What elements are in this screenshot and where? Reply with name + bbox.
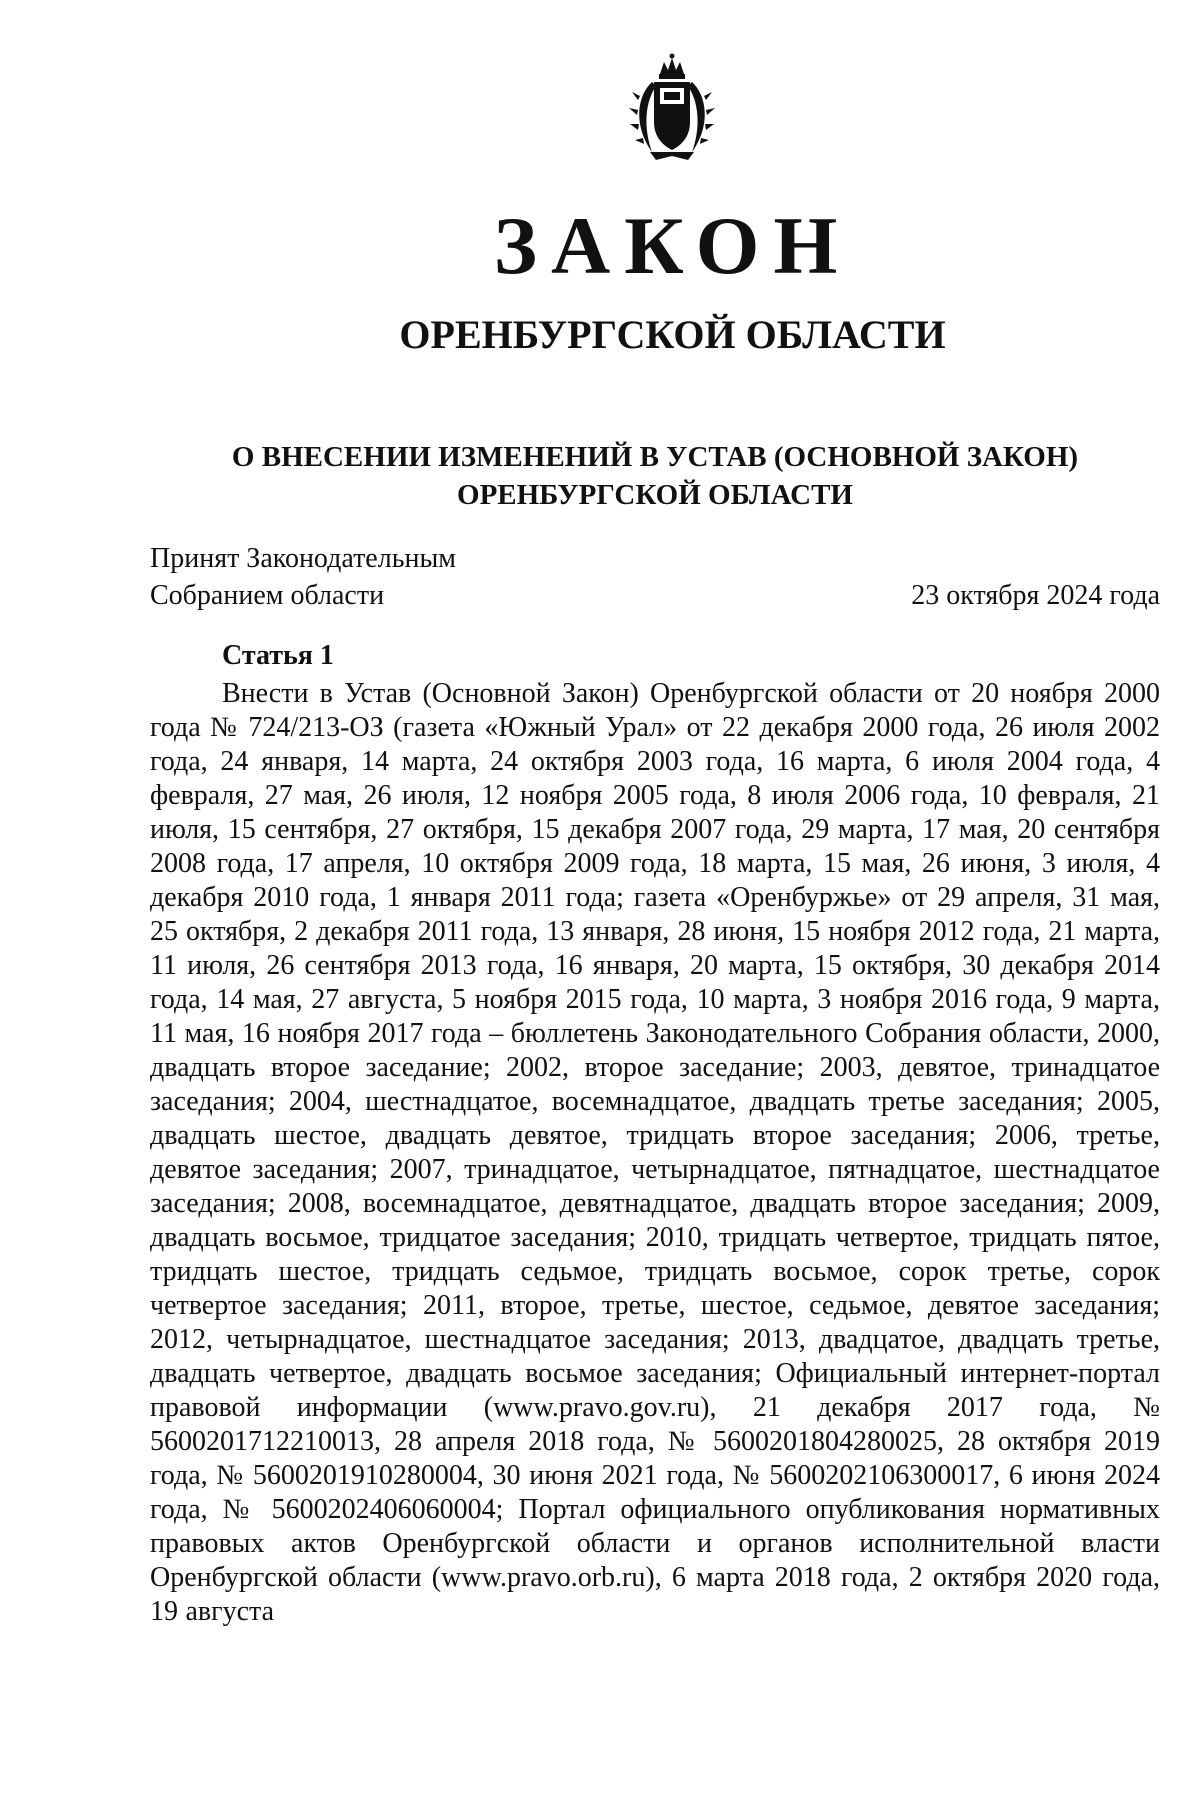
subject-line-2: ОРЕНБУРГСКОЙ ОБЛАСТИ: [457, 479, 853, 511]
law-subject: [150, 438, 1160, 514]
adopted-line-2: Собранием области: [150, 580, 385, 611]
coat-of-arms-icon: [622, 52, 722, 162]
article-heading: Статья 1: [222, 640, 334, 671]
article-body: Внести в Устав (Основной Закон) Оренбургской области от 20 ноября 2000 года № 724/213-ОЗ (газета «Южный Урал» от 22 декабря 2000 года, 26 июля 2002 года, 24 января, 14 марта, 24 октября 2003 года, 16 марта, 6 июля 2004 года, 4 февраля, 27 мая, 26 июля, 12 ноября 2005 года, 8 июля 2006 года, 10 февраля, 21 июля, 15 сентября, 27 октября, 15 декабря 2007 года, 29 марта, 17 мая, 20 сентября 2008 года, 17 апреля, 10 октября 2009 года, 18 марта, 15 мая, 26 июня, 3 июля, 4 декабря 2010 года, 1 января 2011 года; газета «Оренбуржье» от 29 апреля, 31 мая, 25 октября, 2 декабря 2011 года, 13 января, 28 июня, 15 ноября 2012 года, 21 марта, 11 июля, 26 сентября 2013 года, 16 января, 20 марта, 15 октября, 30 декабря 2014 года, 14 мая, 27 августа, 5 ноября 2015 года, 10 марта, 3 ноября 2016 года, 9 марта, 11 мая, 16 ноября 2017 года – бюллетень Законодательного Собрания области, 2000, двадцать второе заседание; 2002, второе заседание; 2003, девятое, тринадцатое заседания; 2004, шестнадцатое, восемнадцатое, двадцать третье заседания; 2005, двадцать шестое, двадцать девятое, тридцать второе заседания; 2006, третье, девятое заседания; 2007, тринадцатое, четырнадцатое, пятнадцатое, шестнадцатое заседания; 2008, восемнадцатое, девятнадцатое, двадцать второе заседания; 2009, двадцать восьмое, тридцатое заседания; 2010, тридцать четвертое, тридцать пятое, тридцать шестое, тридцать седьмое, тридцать восьмое, сорок третье, сорок четвертое заседания; 2011, второе, третье, шестое, седьмое, девятое заседания; 2012, четырнадцатое, шестнадцатое заседания; 2013, двадцатое, двадцать третье, двадцать четвертое, двадцать восьмое заседания; Официальный интернет-портал правовой информации (www.pravo.gov.ru), 21 декабря 2017 года, № 5600201712210013, 28 апреля 2018 года, № 5600201804280025, 28 октября 2019 года, № 5600201910280004, 30 июня 2021 года, № 5600202106300017, 6 июня 2024 года, № 5600202406060004; Портал официального опубликования нормативных правовых актов Оренбургской области и органов исполнительной власти Оренбургской области (www.pravo.orb.ru), 6 марта 2018 года, 2 октября 2020 года, 19 августа: [150, 678, 1160, 1627]
region-title: ОРЕНБУРГСКОЙ ОБЛАСТИ: [399, 312, 946, 357]
adoption-date: 23 октября 2024 года: [911, 580, 1160, 611]
subject-line-1: О ВНЕСЕНИИ ИЗМЕНЕНИЙ В УСТАВ (ОСНОВНОЙ ЗАКОН): [231, 441, 1079, 473]
adopted-line-1: Принят Законодательным: [150, 543, 456, 574]
adoption-block: [150, 540, 1160, 614]
law-title: ЗАКОН: [493, 200, 852, 291]
